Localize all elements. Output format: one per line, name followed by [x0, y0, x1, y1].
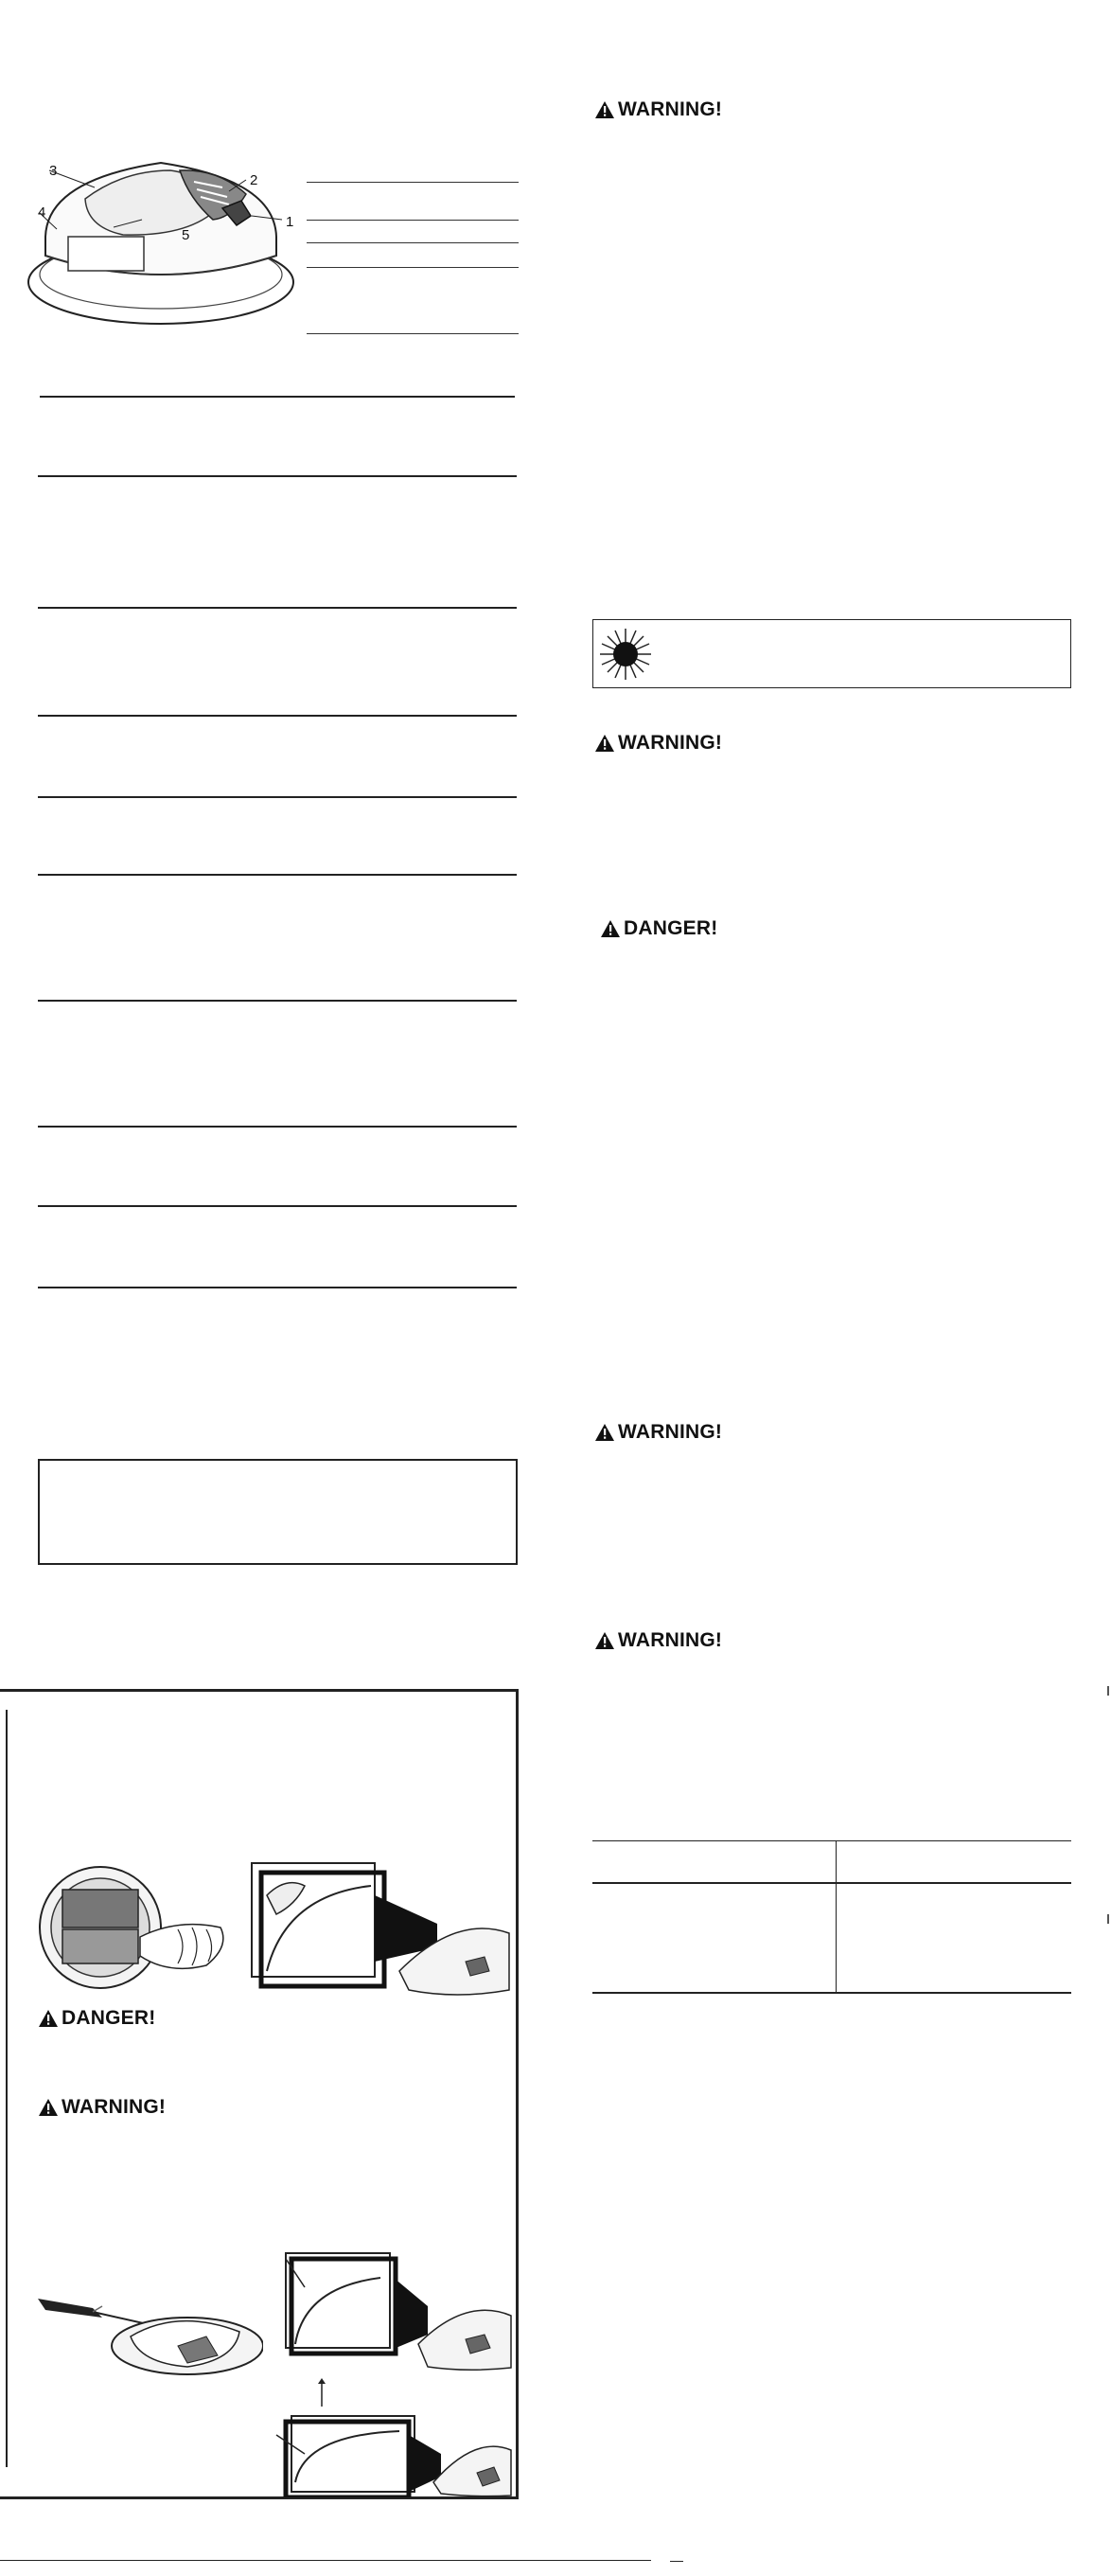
right-warning-3-label: WARNING!	[618, 1421, 723, 1443]
callout-5: 5	[182, 227, 190, 243]
warning-triangle-icon	[594, 734, 615, 753]
section-rule	[40, 396, 515, 398]
notice-box	[38, 1459, 518, 1565]
legend-line	[307, 242, 519, 243]
section-rule	[38, 607, 517, 609]
right-warning-2-label: WARNING!	[618, 732, 723, 754]
battery-install-illustration	[36, 1861, 235, 1994]
legend-line	[307, 182, 519, 183]
warning-triangle-icon	[594, 100, 615, 119]
footer-mark: —	[670, 2552, 683, 2567]
right-warning-4-heading	[594, 1629, 722, 1652]
flashing-light-icon	[598, 627, 653, 682]
smoke-alarm-diagram	[19, 142, 303, 331]
legend-line	[307, 267, 519, 268]
edge-mark	[1107, 1686, 1109, 1696]
table-top-rule	[592, 1840, 1071, 1841]
right-danger-heading	[600, 917, 717, 940]
section-rule	[38, 1287, 517, 1288]
section-rule	[38, 1126, 517, 1128]
callout-3: 3	[49, 163, 58, 179]
left-warning-label: WARNING!	[62, 2096, 167, 2118]
section-rule	[38, 1000, 517, 1002]
edge-mark	[1107, 1914, 1109, 1924]
warning-triangle-icon	[38, 2009, 59, 2028]
section-rule	[38, 475, 517, 477]
table-column-divider	[836, 1840, 837, 1992]
right-warning-2-heading	[594, 732, 722, 755]
removal-illustration	[36, 2280, 263, 2393]
right-warning-4-label: WARNING!	[618, 1629, 723, 1651]
section-rule	[38, 1205, 517, 1207]
warning-triangle-icon	[38, 2098, 59, 2117]
left-warning-heading	[38, 2096, 166, 2119]
left-danger-label: DANGER!	[62, 2007, 156, 2029]
right-warning-1-label: WARNING!	[618, 98, 723, 120]
callout-1: 1	[286, 214, 294, 230]
legend-line	[307, 333, 519, 334]
warning-triangle-icon	[594, 1423, 615, 1442]
section-rule	[38, 796, 517, 798]
table-header-rule	[592, 1882, 1071, 1884]
right-warning-3-heading	[594, 1421, 722, 1444]
callout-2: 2	[250, 172, 258, 188]
warning-triangle-icon	[594, 1631, 615, 1650]
warning-triangle-icon	[600, 919, 621, 938]
light-indicator-box	[592, 619, 1071, 688]
callout-4: 4	[38, 204, 46, 221]
right-warning-1-heading	[594, 98, 722, 121]
section-rule	[38, 874, 517, 876]
section-rule	[38, 715, 517, 717]
legend-line	[307, 220, 519, 221]
table-bottom-rule	[592, 1992, 1071, 1994]
mounting-illustration-1	[248, 1857, 513, 1999]
panel-inner-rule	[6, 1710, 8, 2467]
mounting-illustration-3	[267, 2378, 513, 2497]
mounting-illustration-2	[267, 2249, 513, 2372]
footer-rule	[0, 2560, 651, 2561]
right-danger-label: DANGER!	[624, 917, 718, 939]
left-danger-heading	[38, 2007, 155, 2030]
